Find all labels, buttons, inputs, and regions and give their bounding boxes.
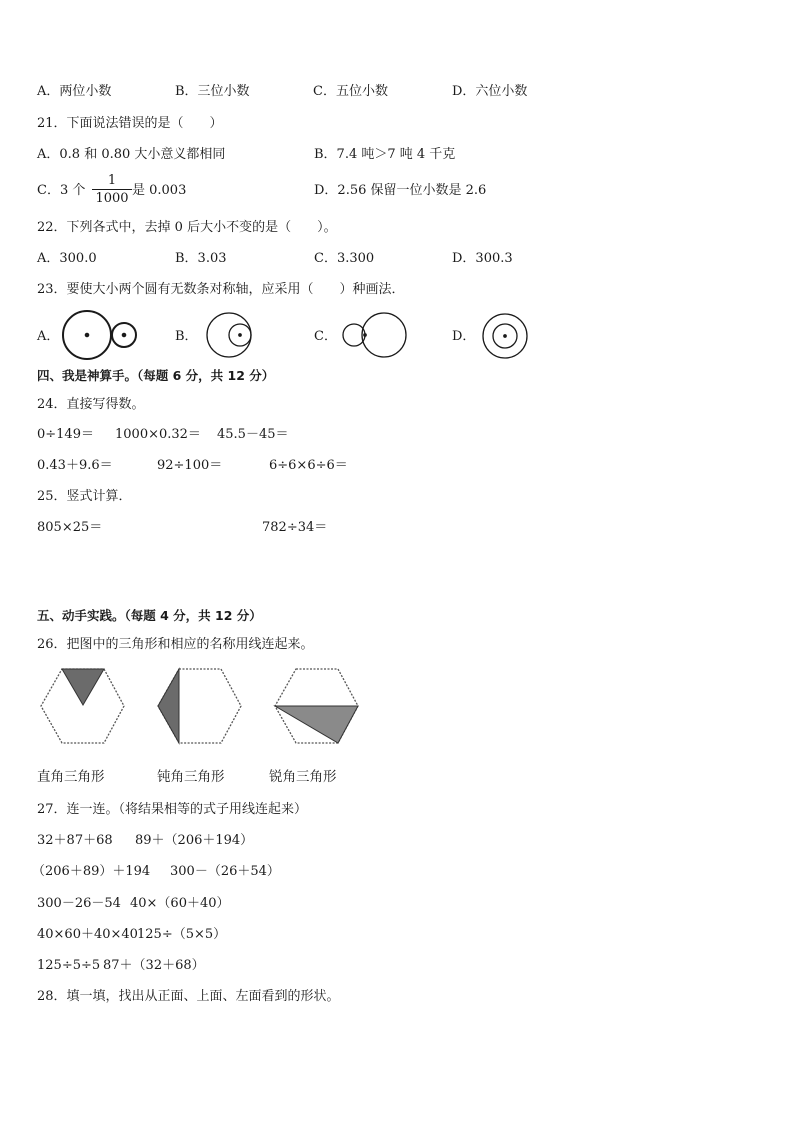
q21-fraction-denominator: 1000 [95,191,129,206]
q21-fraction [92,174,132,205]
q27-right-5: 87＋（32＋68） [103,958,205,973]
q24-expr-5: 92÷100＝ [157,458,223,473]
q21-option-a: A．0.8 和 0.80 大小意义都相同 [37,147,226,162]
q27-left-3: 300－26－54 [37,896,121,911]
q25-stem: 25．竖式计算． [37,489,132,504]
section-4-title: 四、我是神算手。（每题 6 分，共 12 分） [37,368,275,383]
q28-stem: 28．填一填，找出从正面、上面、左面看到的形状。 [37,989,340,1004]
q24-expr-1: 0÷149＝ [37,427,94,442]
circles-option-d [483,314,527,358]
hexagon-with-triangle-2 [158,669,241,743]
q27-left-1: 32＋87＋68 [37,833,113,848]
circles-option-b [207,313,251,357]
q27-left-5: 125÷5÷5 [37,958,101,973]
q20-option-d: D．六位小数 [452,84,528,99]
q20-option-a: A．两位小数 [37,84,112,99]
q24-stem: 24．直接写得数。 [37,397,145,412]
q21-option-c-prefix: C．3 个 [37,183,86,198]
q26-label-obtuse-triangle: 钝角三角形 [157,769,225,785]
q26-label-right-triangle: 直角三角形 [37,769,105,785]
q27-right-1: 89＋（206＋194） [135,833,254,848]
circles-option-a [63,311,136,359]
q20-option-c: C．五位小数 [313,84,388,99]
q23-option-a-label: A． [37,329,60,344]
q26-stem: 26．把图中的三角形和相应的名称用线连起来。 [37,637,314,652]
hexagon-with-triangle-1 [41,669,124,743]
q24-expr-6: 6÷6×6÷6＝ [269,458,348,473]
q25-expr-2: 782÷34＝ [262,520,328,535]
q27-right-4: 125÷（5×5） [137,927,227,942]
circles-option-c [343,313,406,357]
q26-hexagon-figures [0,668,794,748]
q22-option-b: B．3.03 [175,251,227,266]
fraction-bar [92,189,132,190]
q20-option-b: B．三位小数 [175,84,250,99]
q23-option-b-label: B． [175,329,198,344]
q21-stem: 21．下面说法错误的是（ ） [37,116,223,131]
section-5-title: 五、动手实践。（每题 4 分，共 12 分） [37,608,262,623]
q21-option-d: D．2.56 保留一位小数是 2.6 [314,183,487,198]
q21-fraction-numerator: 1 [107,173,117,188]
q24-expr-3: 45.5－45＝ [217,427,289,442]
q27-stem: 27．连一连。（将结果相等的式子用线连起来） [37,802,308,817]
q21-option-b: B．7.4 吨＞7 吨 4 千克 [314,147,456,162]
q22-option-d: D．300.3 [452,251,513,266]
q24-expr-4: 0.43＋9.6＝ [37,458,113,473]
q23-stem: 23．要使大小两个圆有无数条对称轴，应采用（ ）种画法． [37,282,405,297]
q25-expr-1: 805×25＝ [37,520,103,535]
q27-left-2: （206＋89）＋194 [32,864,151,879]
q22-option-a: A．300.0 [37,251,97,266]
q26-label-acute-triangle: 锐角三角形 [269,769,337,785]
q22-option-c: C．3.300 [314,251,375,266]
q22-stem: 22．下列各式中，去掉 0 后大小不变的是（ ）。 [37,220,337,235]
hexagon-with-triangle-3 [275,669,358,743]
q27-right-3: 40×（60＋40） [130,896,230,911]
q21-option-c-suffix: 是 0.003 [132,183,187,198]
q24-expr-2: 1000×0.32＝ [115,427,201,442]
q23-circle-figures [0,313,794,353]
q23-option-c-label: C． [314,329,337,344]
q27-right-2: 300－（26＋54） [170,864,280,879]
q27-left-4: 40×60＋40×40 [37,927,138,942]
q23-option-d-label: D． [452,329,476,344]
